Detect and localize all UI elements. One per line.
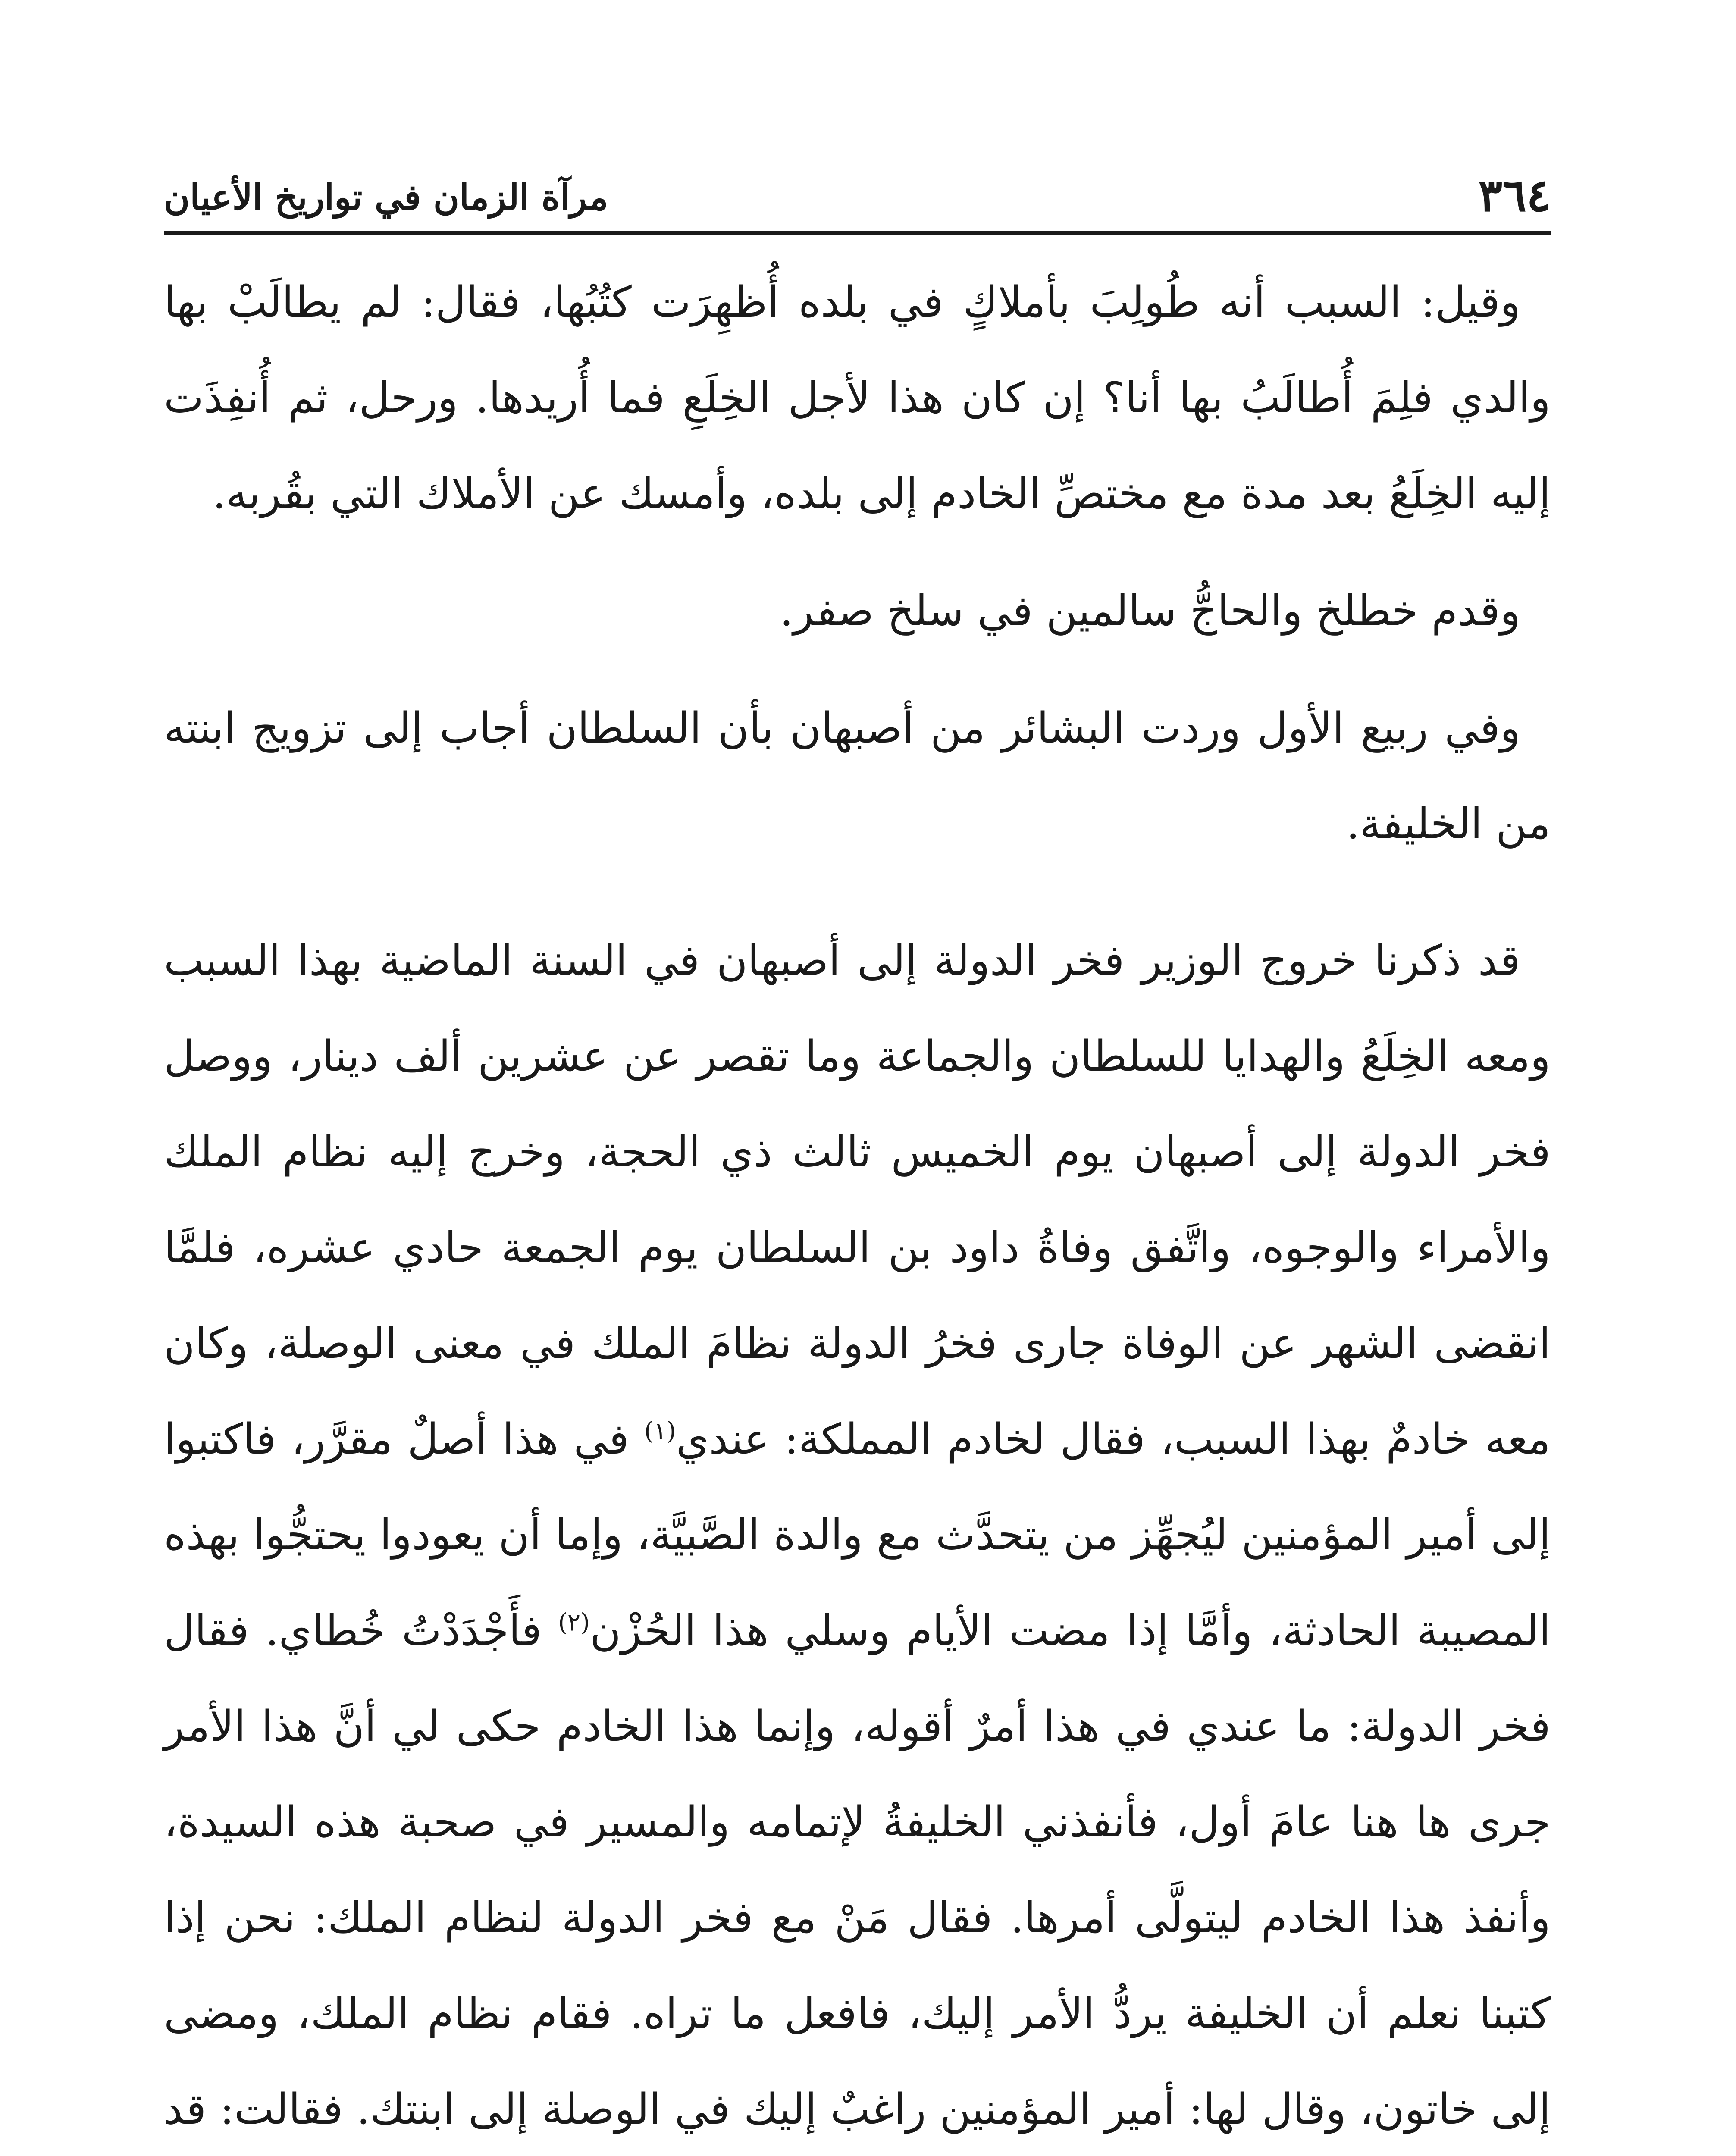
paragraph-text-part-1: قد ذكرنا خروج الوزير فخر الدولة إلى أصبهان في السنة الماضية بهذا السبب ومعه الخِلَعُ والهدايا للسلطان والجماعة وما تقصر عن عشرين ألف دينار، ووصل فخر الدولة إلى أصبهان يوم الخميس ثالث ذي الحجة، وخرج إليه نظام الملك والأمراء والوجوه، واتَّفق وفاةُ داود بن السلطان يوم الجمعة حادي عشره، فلمَّا انقضى الشهر عن الوفاة جارى فخرُ الدولة نظامَ الملك في معنى الوصلة، وكان معه خادمٌ بهذا السبب، فقال لخادم المملكة: عندي	[164, 936, 1551, 1464]
footnote-ref-1: (١)	[644, 1417, 676, 1445]
paragraph-marriage-negotiation	[164, 913, 1551, 2156]
running-header	[164, 153, 1551, 222]
paragraph-tidings: وفي ربيع الأول وردت البشائر من أصبهان بأن السلطان أجاب إلى تزويج ابنته من الخليفة.	[164, 704, 1551, 849]
footnote-ref-2: (٢)	[558, 1608, 590, 1637]
paragraph-text-part-2: في هذا أصلٌ مقرَّر، فاكتبوا إلى أمير المؤمنين ليُجهِّز من يتحدَّث مع والدة الصَّبيَّة، وإما أن يعودوا يحتجُّوا بهذه المصيبة الحادثة، وأمَّا إذا مضت الأيام وسلي هذا الحُزْن	[164, 1415, 1551, 1655]
paragraph-arrival: وقدم خطلخ والحاجُّ سالمين في سلخ صفر.	[780, 586, 1520, 636]
page-number: ٣٦٤	[1478, 169, 1551, 222]
paragraph-reason: وقيل: السبب أنه طُولِبَ بأملاكٍ في بلده أُظهِرَت كتُبُها، فقال: لم يطالَبْ بها والدي فلِمَ أُطالَبُ بها أنا؟ إن كان هذا لأجل الخِلَعِ فما أُريدها. ورحل، ثم أُنفِذَت إليه الخِلَعُ بعد مدة مع مختصِّ الخادم إلى بلده، وأمسك عن الأملاك التي بقُربه.	[164, 278, 1551, 518]
book-title: مرآة الزمان في تواريخ الأعيان	[164, 177, 608, 218]
main-text	[164, 254, 1551, 2156]
paragraph-text-part-3: فأَجْدَدْتُ خُطاي. فقال فخر الدولة: ما عندي في هذا أمرٌ أقوله، وإنما هذا الخادم حكى لي أنَّ هذا الأمر جرى ها هنا عامَ أول، فأنفذني الخليفةُ لإتمامه والمسير في صحبة هذه السيدة، وأنفذ هذا الخادم ليتولَّى أمرها. فقال مَنْ مع فخر الدولة لنظام الملك: نحن إذا كتبنا نعلم أن الخليفة يردُّ الأمر إليك، فافعل ما تراه. فقام نظام الملك، ومضى إلى خاتون، وقال لها: أمير المؤمنين راغبٌ إليك في الوصلة إلى ابنتك. فقالت: قد	[164, 1606, 1551, 2134]
header-rule	[164, 231, 1551, 235]
